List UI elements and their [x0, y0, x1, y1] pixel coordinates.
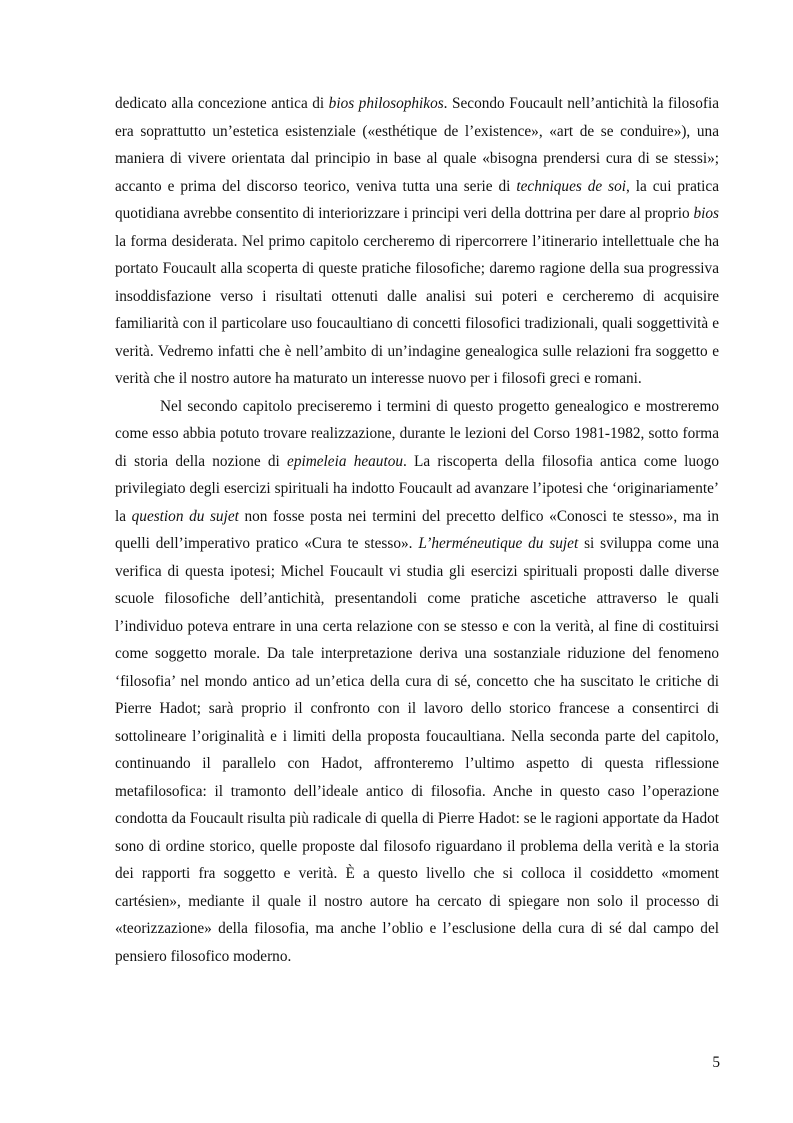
- text-run: la forma desiderata. Nel primo capitolo cercheremo di ripercorrere l’itinerario intellettuale che ha portato Foucault alla scoperta di queste pratiche filosofiche; daremo ragione della sua progressiva insoddisfazione verso i risultati ottenuti dalle analisi sui poteri e cercheremo di acquisire familiarità con il particolare uso foucaultiano di concetti filosofici tradizionali, quali soggettività e verità. Vedremo infatti che è nell’ambito di un’indagine genealogica sulle relazioni fra soggetto e verità che il nostro autore ha maturato un interesse nuovo per i filosofi greci e romani.: [115, 232, 719, 387]
- paragraph-2: [115, 393, 719, 971]
- text-run: . Secondo Foucault nell’antichità la filosofia era soprattutto un’estetica esistenziale («esthétique de l’existence», «art de se conduire»), una maniera di vivere orientata dal principio in base al quale «bisogna prendersi cura di se stessi»; accanto e prima del discorso teorico, veniva tutta una serie di: [115, 95, 719, 195]
- page-number: 5: [712, 1054, 720, 1071]
- italic-term: question du sujet: [131, 507, 239, 525]
- italic-term: epimeleia heautou: [287, 452, 403, 470]
- text-run: si sviluppa come una verifica di questa ipotesi; Michel Foucault vi studia gli esercizi spirituali proposti dalle diverse scuole filosofiche dell’antichità, presentandoli come pratiche ascetiche attraverso le quali l’individuo poteva entrare in una certa relazione con se stesso e con la verità, al fine di costituirsi come soggetto morale. Da tale interpretazione deriva una sostanziale riduzione del fenomeno ‘filosofia’ nel mondo antico ad un’etica della cura di sé, concetto che ha suscitato le critiche di Pierre Hadot; sarà proprio il confronto con il lavoro dello storico francese a consentirci di sottolineare l’originalità e i limiti della proposta foucaultiana. Nella seconda parte del capitolo, continuando il parallelo con Hadot, affronteremo l’ultimo aspetto di questa riflessione metafilosofica: il tramonto dell’ideale antico di filosofia. Anche in questo caso l’operazione condotta da Foucault risulta più radicale di quella di Pierre Hadot: se le ragioni apportate da Hadot sono di ordine storico, quelle proposte dal filosofo riguardano il problema della verità e la storia dei rapporti fra soggetto e verità. È a questo livello che si colloca il cosiddetto «moment cartésien», mediante il quale il nostro autore ha cercato di spiegare non solo il processo di «teorizzazione» della filosofia, ma anche l’oblio e l’esclusione della cura di sé dal campo del pensiero filosofico moderno.: [115, 535, 719, 965]
- text-run: Nel secondo capitolo preciseremo i termini di questo progetto genealogico e mostreremo come esso abbia potuto trovare realizzazione, durante le lezioni del Corso 1981-1982, sotto forma di storia della nozione di: [115, 397, 719, 470]
- paragraph-1: [115, 90, 719, 393]
- italic-term: L’herméneutique du sujet: [418, 535, 579, 552]
- text-run: non fosse posta nei termini del precetto delfico «Conosci te stesso», ma in quelli dell’imperativo pratico «Cura te stesso».: [115, 507, 719, 552]
- text-run: , la cui pratica quotidiana avrebbe consentito di interiorizzare i principi veri della dottrina per dare al proprio: [115, 177, 720, 222]
- text-run: dedicato alla concezione antica di: [115, 95, 329, 112]
- italic-term: bios philosophikos: [328, 95, 444, 112]
- italic-term: bios: [693, 205, 719, 222]
- text-run: . La riscoperta della filosofia antica come luogo privilegiato degli esercizi spirituali ha indotto Foucault ad avanzare l’ipotesi che ‘originariamente’ la: [115, 452, 719, 525]
- body-text: [115, 90, 719, 970]
- italic-term: techniques de soi: [516, 177, 626, 195]
